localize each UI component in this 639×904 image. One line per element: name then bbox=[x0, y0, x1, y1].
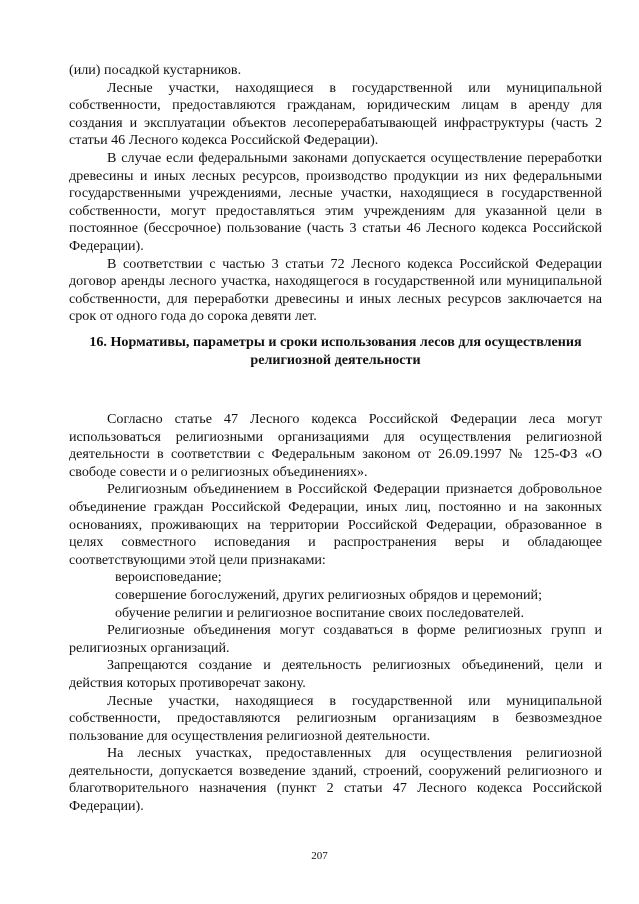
paragraph: Религиозные объединения могут создаваться в форме религиозных групп и религиозных организаций. bbox=[69, 622, 602, 656]
paragraph: Лесные участки, находящиеся в государственной или муниципальной собственности, предоставляются гражданам, юридическим лицам в аренду для создания и эксплуатации объектов лесоперерабатывающей инфраструктуры (часть 2 статьи 46 Лесного кодекса Российской Федерации). bbox=[69, 79, 602, 149]
section-heading-line2: религиозной деятельности bbox=[250, 351, 421, 368]
paragraph: В соответствии с частью 3 статьи 72 Лесного кодекса Российской Федерации договор аренды лесного участка, находящегося в государственной или муниципальной собственности, для переработки древесины и иных лесных ресурсов заключается на срок от одного года до сорока девяти лет. bbox=[69, 255, 602, 325]
list-item: совершение богослужений, других религиозных обрядов и церемоний; bbox=[115, 586, 543, 603]
paragraph: Религиозным объединением в Российской Федерации признается добровольное объединение граждан Российской Федерации, иных лиц, постоянно и на законных основаниях, проживающих на территории Российской Федерации, образованное в целях совместного исповедания и распространения веры и обладающее соответствующими этой цели признаками: bbox=[69, 481, 602, 568]
text-block-top bbox=[69, 62, 602, 326]
list-item: вероисповедание; bbox=[115, 569, 222, 586]
paragraph: Запрещаются создание и деятельность религиозных объединений, цели и действия которых противоречат закону. bbox=[69, 657, 602, 691]
paragraph: (или) посадкой кустарников. bbox=[69, 62, 242, 78]
section-heading bbox=[69, 334, 602, 369]
text-block-section bbox=[69, 411, 602, 816]
page-number: 207 bbox=[311, 850, 328, 862]
paragraph: Согласно статье 47 Лесного кодекса Российской Федерации леса могут использоваться религиозными организациями для осуществления религиозной деятельности в соответствии с Федеральным законом от 26.09.1997 № 125-ФЗ «О свободе совести и о религиозных объединениях». bbox=[69, 411, 602, 480]
section-heading-line1: 16. Нормативы, параметры и сроки использования лесов для осуществления bbox=[89, 334, 582, 350]
list-item: обучение религии и религиозное воспитание своих последователей. bbox=[115, 604, 524, 621]
paragraph: Лесные участки, находящиеся в государственной или муниципальной собственности, предоставляются религиозным организациям в безвозмездное пользование для осуществления религиозной деятельности. bbox=[69, 692, 602, 744]
paragraph: В случае если федеральными законами допускается осуществление переработки древесины и иных лесных ресурсов, производство продукции из них федеральными государственными учреждениями, лесные участки, находящиеся в государственной собственности, могут предоставляться этим учреждениям для указанной цели в постоянное (бессрочное) пользование (часть 3 статьи 46 Лесного кодекса Российской Федерации). bbox=[69, 149, 602, 254]
paragraph: На лесных участках, предоставленных для осуществления религиозной деятельности, допускается возведение зданий, строений, сооружений религиозного и благотворительного назначения (пункт 2 статьи 47 Лесного кодекса Российской Федерации). bbox=[69, 745, 602, 815]
